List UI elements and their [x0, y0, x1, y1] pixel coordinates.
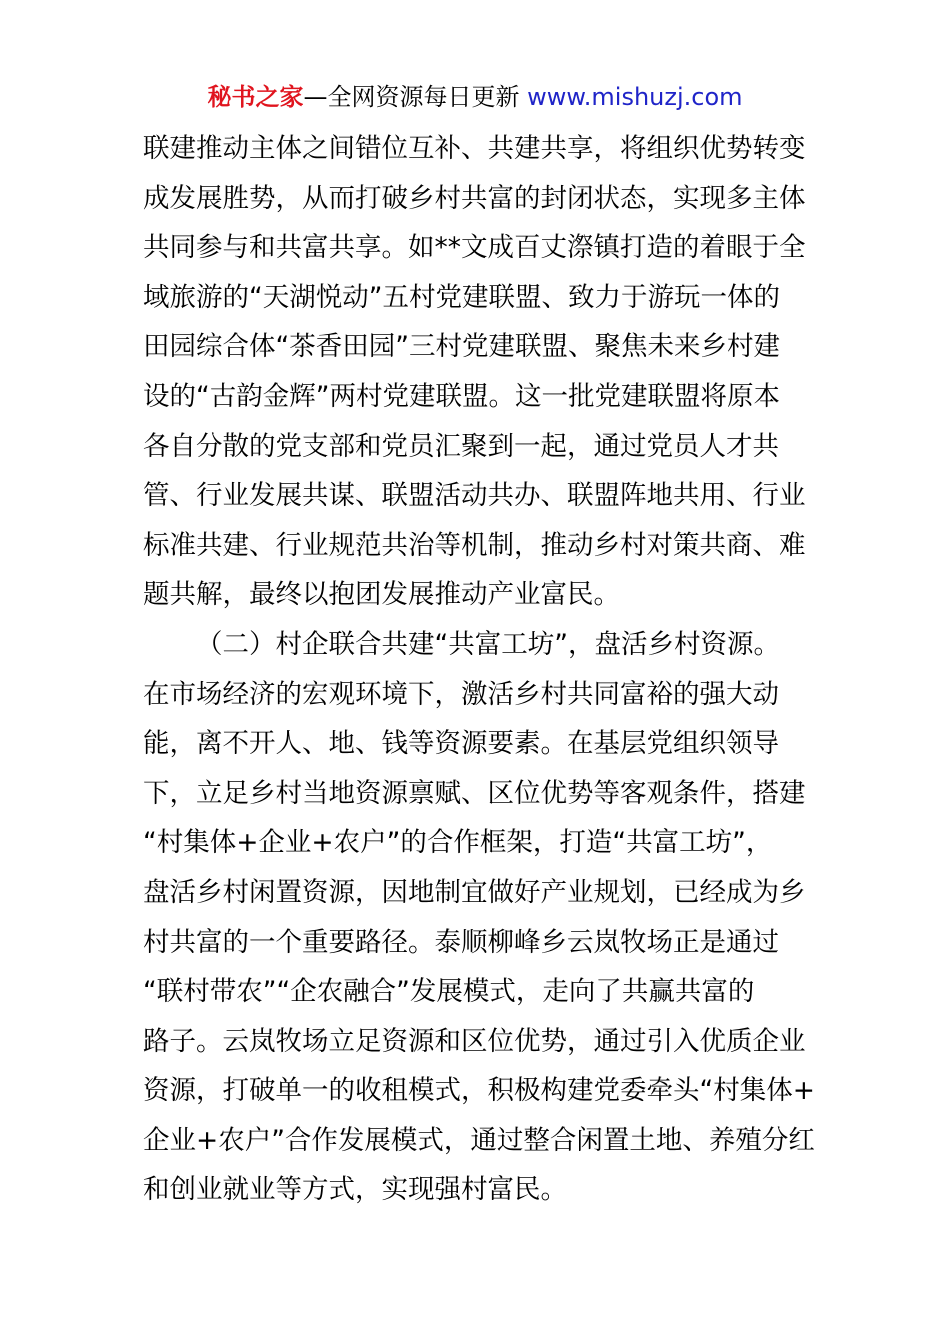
paragraph-1	[143, 124, 823, 620]
brand-name: 秘书之家	[207, 83, 304, 111]
site-url-link[interactable]: www.mishuzj.com	[527, 83, 743, 111]
text-line: 企业+农户”合作发展模式，通过整合闲置土地、养殖分红	[143, 1124, 815, 1156]
text-line: 和创业就业等方式，实现强村富民。	[143, 1174, 567, 1206]
header-tagline: —全网资源每日更新	[303, 83, 528, 111]
text-line: 各自分散的党支部和党员汇聚到一起，通过党员人才共	[143, 430, 779, 462]
text-line: 能，离不开人、地、钱等资源要素。在基层党组织领导	[143, 728, 779, 760]
paragraph-2	[143, 620, 823, 1215]
page-header	[0, 80, 950, 114]
text-line: 路子。云岚牧场立足资源和区位优势，通过引入优质企业	[143, 1025, 806, 1057]
text-line: 资源，打破单一的收租模式，积极构建党委牵头“村集体+	[143, 1075, 815, 1107]
text-line: 联建推动主体之间错位互补、共建共享，将组织优势转变	[143, 133, 806, 164]
text-line: 盘活乡村闲置资源，因地制宜做好产业规划，已经成为乡	[143, 876, 806, 908]
text-line: 设的“古韵金辉”两村党建联盟。这一批党建联盟将原本	[143, 380, 780, 412]
text-line: 成发展胜势，从而打破乡村共富的封闭状态，实现多主体	[143, 182, 806, 214]
text-line: “村集体+企业+农户”的合作框架，打造“共富工坊”，	[143, 827, 773, 859]
text-line: 题共解，最终以抱团发展推动产业富民。	[143, 579, 620, 611]
text-line: 在市场经济的宏观环境下，激活乡村共同富裕的强大动	[143, 678, 779, 710]
document-body	[143, 124, 823, 1215]
text-line: 村共富的一个重要路径。泰顺柳峰乡云岚牧场正是通过	[143, 926, 779, 958]
text-line: 标准共建、行业规范共治等机制，推动乡村对策共商、难	[143, 529, 806, 561]
text-line: 共同参与和共富共享。如**文成百丈漈镇打造的着眼于全	[143, 232, 806, 264]
text-line: 管、行业发展共谋、联盟活动共办、联盟阵地共用、行业	[143, 480, 806, 512]
text-line: 下，立足乡村当地资源禀赋、区位优势等客观条件，搭建	[143, 777, 806, 809]
section-heading-line: （二）村企联合共建“共富工坊”，盘活乡村资源。	[196, 628, 780, 660]
text-line: “联村带农”“企农融合”发展模式，走向了共赢共富的	[143, 976, 755, 1008]
text-line: 田园综合体“茶香田园”三村党建联盟、聚焦未来乡村建	[143, 331, 780, 363]
text-line: 域旅游的“天湖悦动”五村党建联盟、致力于游玩一体的	[143, 281, 780, 313]
